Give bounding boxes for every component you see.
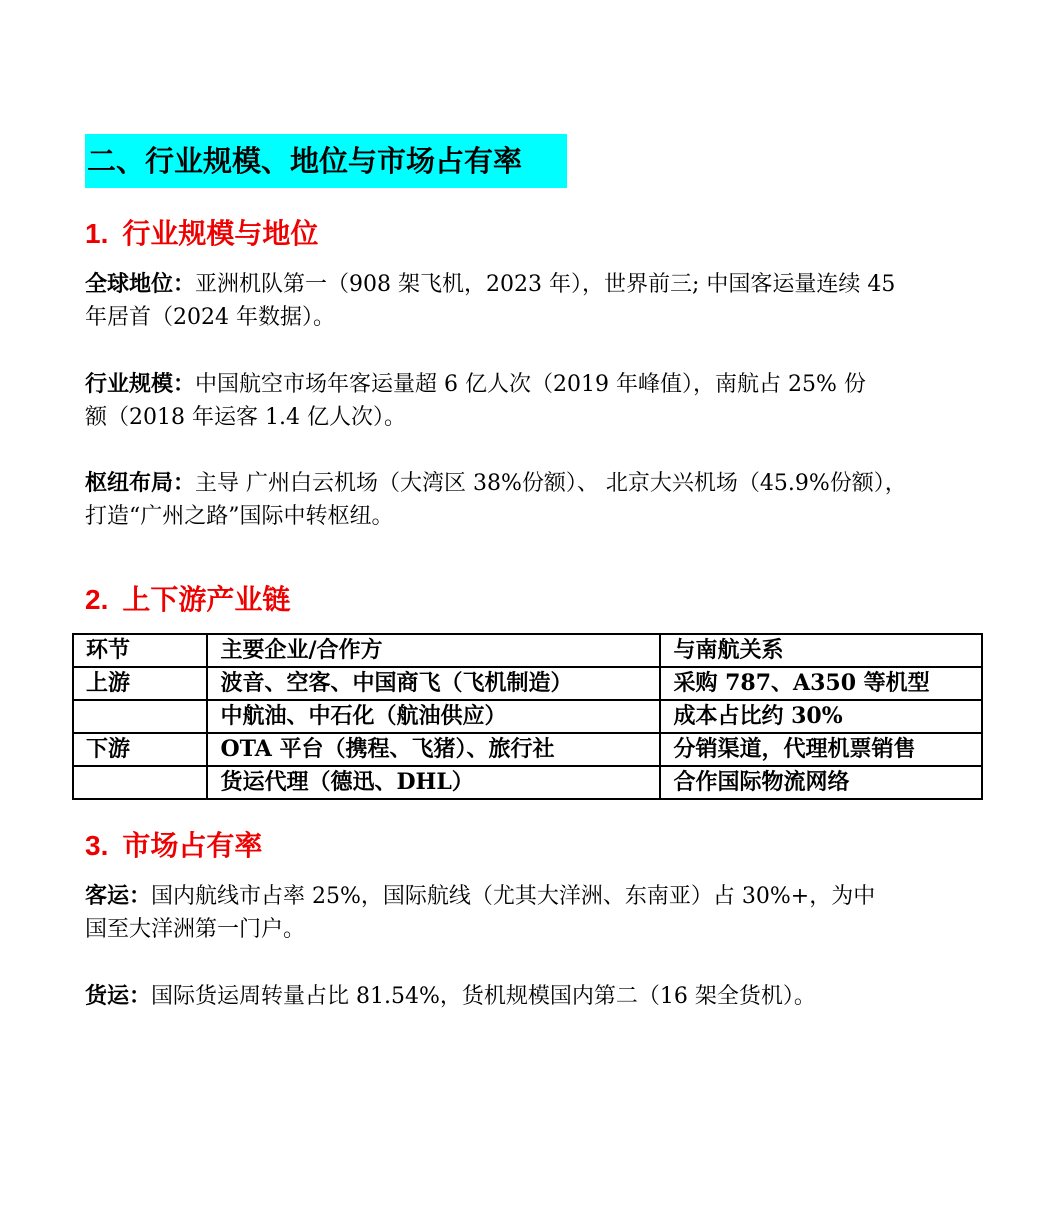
- heading-number: 1.: [85, 218, 109, 249]
- paragraph-text: 国际货运周转量占比 81.54%，货机规模国内第二（16 架全货机）。: [151, 984, 816, 1009]
- paragraph-passenger: [85, 880, 971, 946]
- heading-market-share: [85, 828, 262, 864]
- paragraph-label: 行业规模：: [85, 371, 196, 397]
- paragraph-text: 主导 广州白云机场（大湾区 38%份额）、 北京大兴机场（45.9%份额），: [195, 471, 907, 496]
- paragraph-label: 全球地位：: [85, 271, 196, 297]
- heading-industry-scale: [85, 216, 318, 252]
- heading-number: 3.: [85, 830, 109, 861]
- section-title: 二、行业规模、地位与市场占有率: [85, 134, 567, 188]
- paragraph-label: 枢纽布局：: [85, 470, 196, 496]
- table-cell: [73, 766, 207, 799]
- paragraph-text-continued: 国至大洋洲第一门户。: [85, 917, 306, 942]
- heading-number: 2.: [85, 584, 109, 615]
- table-header-cell: 环节: [73, 634, 207, 667]
- table-cell: [73, 700, 207, 733]
- table-cell: 中航油、中石化（航油供应）: [207, 700, 660, 733]
- table-header-cell: 主要企业/合作方: [207, 634, 660, 667]
- heading-text: 上下游产业链: [122, 583, 291, 616]
- table-cell: 分销渠道，代理机票销售: [660, 733, 982, 766]
- table-row: [73, 766, 982, 799]
- table-row: [73, 733, 982, 766]
- paragraph-text-continued: 打造“广州之路”国际中转枢纽。: [85, 504, 394, 529]
- paragraph-text: 亚洲机队第一（908 架飞机，2023 年），世界前三; 中国客运量连续 45: [195, 272, 896, 297]
- paragraph-label: 客运：: [85, 883, 152, 909]
- industry-chain-table: [72, 633, 983, 800]
- table-cell: OTA 平台（携程、飞猪）、旅行社: [207, 733, 660, 766]
- heading-industry-chain: [85, 582, 290, 618]
- table-cell: 合作国际物流网络: [660, 766, 982, 799]
- paragraph-text-continued: 年居首（2024 年数据）。: [85, 305, 335, 330]
- table-cell: 波音、空客、中国商飞（飞机制造）: [207, 667, 660, 700]
- paragraph-cargo: [85, 980, 971, 1013]
- paragraph-text-continued: 额（2018 年运客 1.4 亿人次）。: [85, 405, 406, 430]
- table-cell: 成本占比约 30%: [660, 700, 982, 733]
- paragraph-industry-scale: [85, 368, 971, 434]
- paragraph-text: 中国航空市场年客运量超 6 亿人次（2019 年峰值），南航占 25% 份: [195, 372, 866, 397]
- paragraph-global-position: [85, 268, 971, 334]
- table-cell: 采购 787、A350 等机型: [660, 667, 982, 700]
- table-cell: 下游: [73, 733, 207, 766]
- table-row: [73, 700, 982, 733]
- table-header-cell: 与南航关系: [660, 634, 982, 667]
- table-cell: 上游: [73, 667, 207, 700]
- heading-text: 行业规模与地位: [122, 217, 319, 250]
- paragraph-hub-layout: [85, 467, 971, 533]
- table-row: [73, 667, 982, 700]
- paragraph-label: 货运：: [85, 983, 152, 1009]
- table-header-row: [73, 634, 982, 667]
- paragraph-text: 国内航线市占率 25%，国际航线（尤其大洋洲、东南亚）占 30%+，为中: [151, 884, 876, 909]
- heading-text: 市场占有率: [122, 829, 263, 862]
- table-cell: 货运代理（德迅、DHL）: [207, 766, 660, 799]
